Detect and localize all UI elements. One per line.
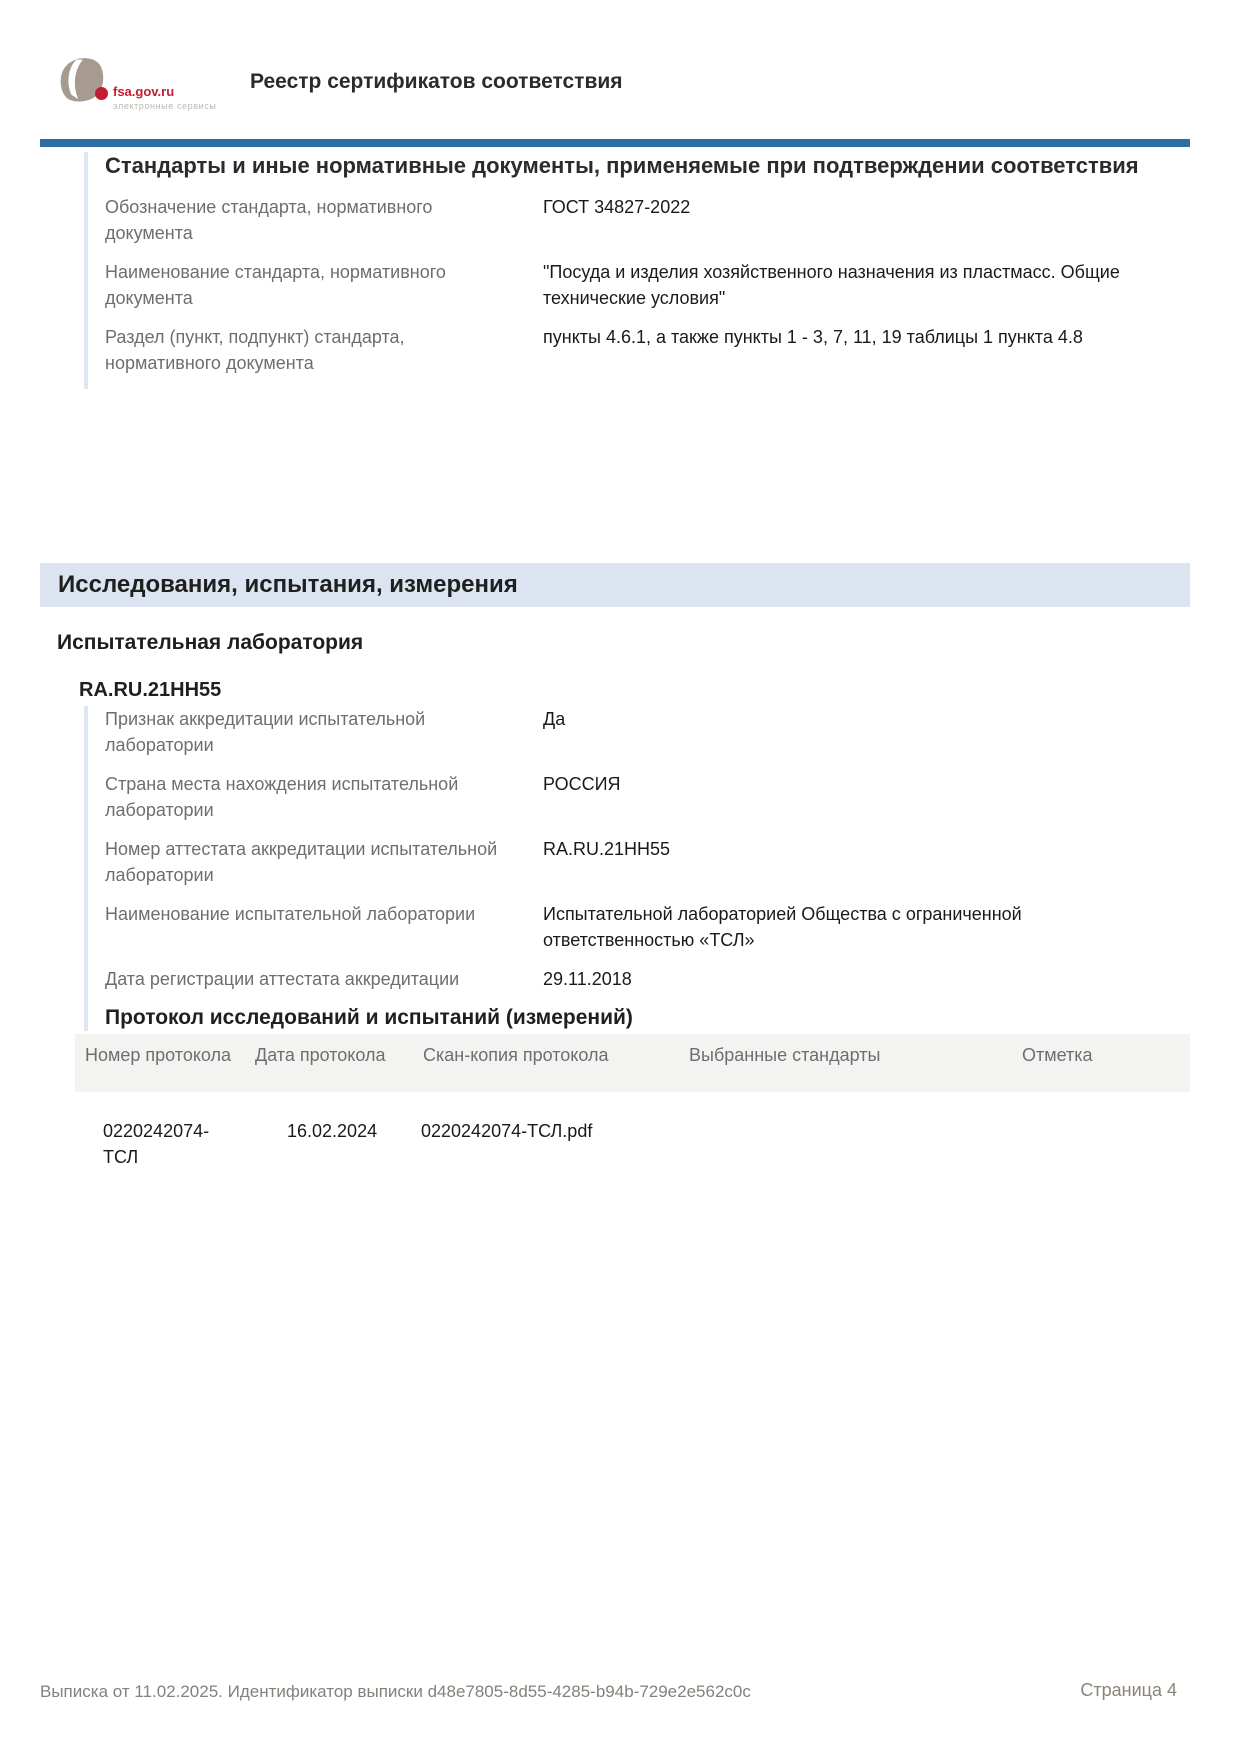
- cell-protocol-number: 0220242074-ТСЛ: [103, 1121, 210, 1167]
- standards-row: [105, 259, 1190, 311]
- lab-row: [105, 771, 1190, 823]
- cell-selected-standards: [821, 1118, 1061, 1170]
- field-label: Раздел (пункт, подпункт) стандарта, нормативного документа: [105, 327, 405, 373]
- column-header-mark: Отметка: [1022, 1045, 1093, 1065]
- logo-brand: fsa.gov.ru: [113, 84, 175, 99]
- footer-extract-info: Выписка от 11.02.2025. Идентификатор выписки d48e7805-8d55-4285-b94b-729e2e562c0c: [40, 1682, 751, 1701]
- field-value: РОССИЯ: [543, 774, 621, 794]
- cell-mark: [1061, 1118, 1190, 1170]
- lab-row: [105, 901, 1190, 953]
- cell-protocol-scan-file: 0220242074-ТСЛ.pdf: [421, 1121, 593, 1141]
- lab-details-section: [84, 706, 1190, 1031]
- field-label: Признак аккредитации испытательной лаборатории: [105, 709, 426, 755]
- field-label: Наименование стандарта, нормативного документа: [105, 262, 446, 308]
- lab-row: [105, 836, 1190, 888]
- lab-row: [105, 706, 1190, 758]
- field-label: Страна места нахождения испытательной лаборатории: [105, 774, 459, 820]
- protocol-table: [75, 1034, 1190, 1170]
- field-label: Наименование испытательной лаборатории: [105, 904, 476, 924]
- protocol-table-header-row: [75, 1034, 1190, 1092]
- research-section-banner: [40, 563, 1190, 607]
- field-value: пункты 4.6.1, а также пункты 1 - 3, 7, 11, 19 таблицы 1 пункта 4.8: [543, 327, 1083, 347]
- protocol-table-row: [75, 1092, 1190, 1170]
- logo-tagline: электронные сервисы: [113, 101, 217, 111]
- protocol-section-heading: Протокол исследований и испытаний (измерений): [105, 1006, 633, 1029]
- field-label: Дата регистрации аттестата аккредитации: [105, 969, 460, 989]
- fsa-logo-red-dot-icon: [95, 87, 108, 100]
- standards-section: [84, 152, 1190, 389]
- field-value: ГОСТ 34827-2022: [543, 197, 691, 217]
- page-title: Реестр сертификатов соответствия: [250, 70, 623, 93]
- field-value: Испытательной лабораторией Общества с ограниченной ответственностью «ТСЛ»: [543, 904, 1022, 950]
- field-value: "Посуда и изделия хозяйственного назначения из пластмасс. Общие технические условия": [543, 262, 1120, 308]
- standards-row: [105, 324, 1190, 376]
- field-value: RA.RU.21НН55: [543, 839, 671, 859]
- column-header-protocol-number: Номер протокола: [85, 1045, 232, 1065]
- field-value: 29.11.2018: [543, 969, 632, 989]
- standards-section-heading: Стандарты и иные нормативные документы, применяемые при подтверждении соответствия: [105, 153, 1139, 178]
- standards-row: [105, 194, 1190, 246]
- field-label: Номер аттестата аккредитации испытательной лаборатории: [105, 839, 498, 885]
- lab-accreditation-id: RA.RU.21НН55: [79, 679, 222, 701]
- research-section-banner-title: Исследования, испытания, измерения: [58, 571, 518, 598]
- top-divider-bar: [40, 139, 1190, 147]
- footer-page-number: Страница 4: [1080, 1680, 1177, 1700]
- field-value: Да: [543, 709, 566, 729]
- field-label: Обозначение стандарта, нормативного документа: [105, 197, 433, 243]
- lab-section-heading: Испытательная лаборатория: [57, 631, 364, 654]
- column-header-protocol-scan: Скан-копия протокола: [423, 1045, 609, 1065]
- lab-row: [105, 966, 1190, 992]
- column-header-protocol-date: Дата протокола: [255, 1045, 386, 1065]
- cell-protocol-date: 16.02.2024: [287, 1121, 378, 1141]
- column-header-selected-standards: Выбранные стандарты: [689, 1045, 881, 1065]
